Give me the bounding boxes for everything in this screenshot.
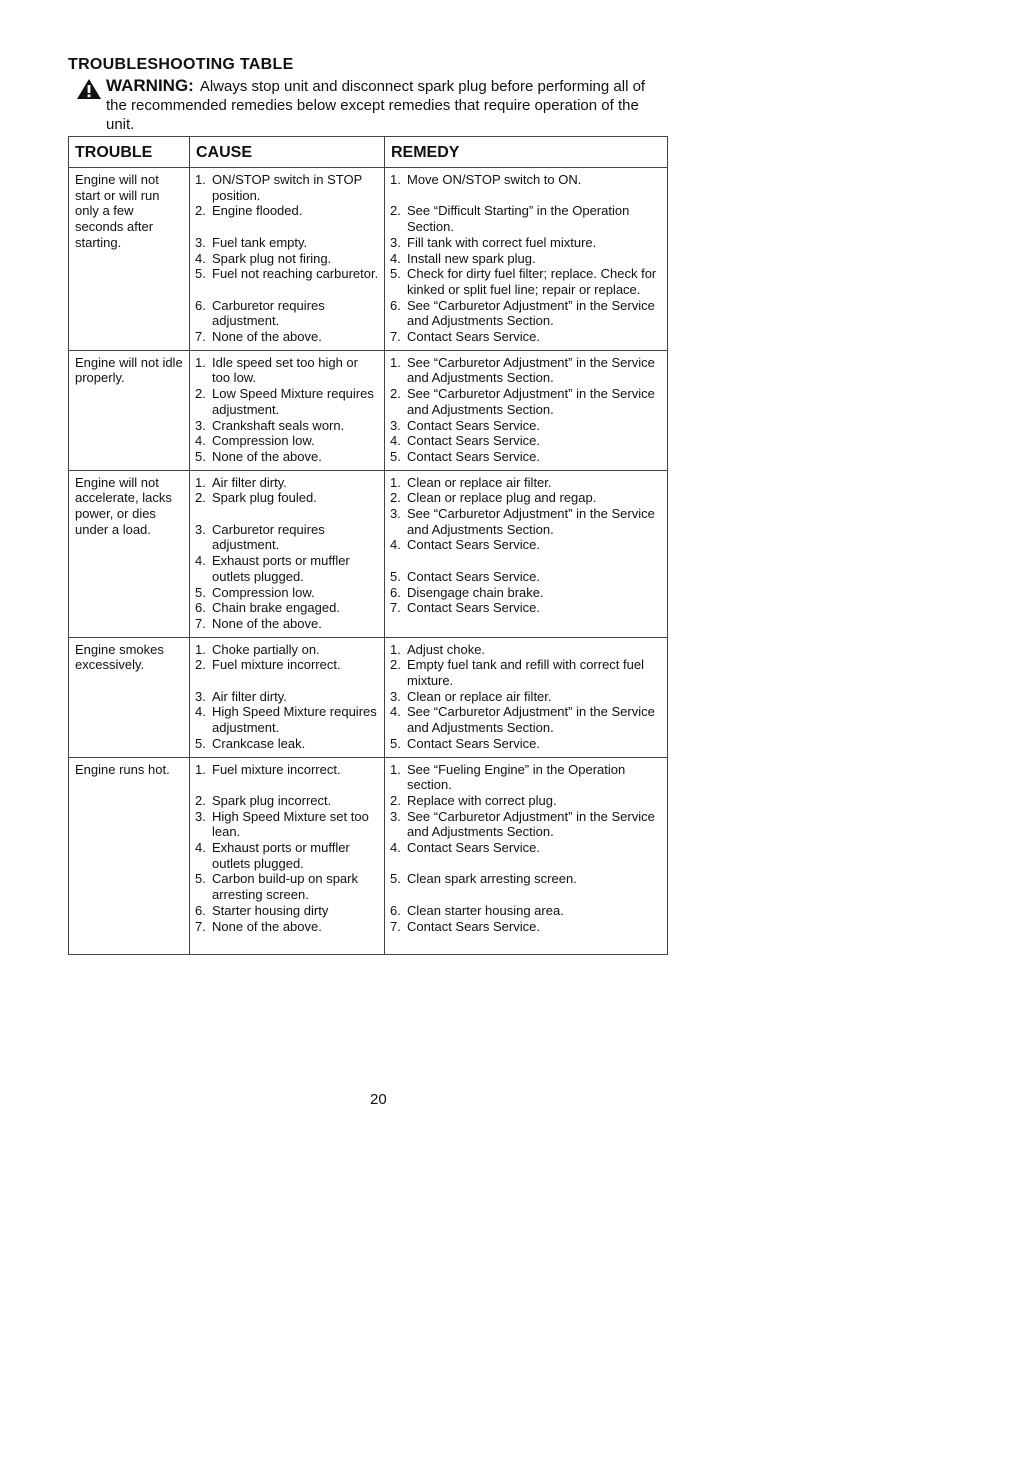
list-item: 3. Carburetor requires adjustment. (195, 521, 325, 553)
cause-header: CAUSE (190, 137, 385, 168)
list-item: 2. See “Difficult Starting” in the Operation Section. (390, 203, 630, 235)
list-item: 3. See “Carburetor Adjustment” in the Service and Adjustments Section. (390, 506, 655, 537)
list-item: 5. Check for dirty fuel filter; replace. Check for kinked or split fuel line; repair or replace. (390, 266, 657, 297)
list-item: 4. High Speed Mixture requires adjustment. (195, 704, 377, 736)
list-item: 5. Contact Sears Service. (390, 568, 540, 584)
list-item: 7. None of the above. (195, 329, 322, 344)
remedy-cell (385, 350, 668, 470)
list-item: 4. Contact Sears Service. (390, 840, 540, 856)
page-number: 20 (370, 1091, 387, 1108)
list-item: 2. Fuel mixture incorrect. (195, 657, 341, 673)
table-header-row (69, 137, 668, 168)
list-item: 5. Contact Sears Service. (390, 448, 540, 464)
page-heading: TROUBLESHOOTING TABLE (68, 56, 294, 73)
list-item: 6. Carburetor requires adjustment. (195, 297, 325, 329)
trouble-cell: Engine will not accelerate, lacks power, or dies under a load. (69, 470, 190, 637)
list-item: 3. Fill tank with correct fuel mixture. (390, 234, 597, 250)
trouble-header: TROUBLE (69, 137, 190, 168)
list-item: 7. None of the above. (195, 615, 322, 631)
list-item: 6. Chain brake engaged. (195, 600, 340, 616)
cause-cell (190, 168, 385, 351)
remedy-cell (385, 757, 668, 955)
list-item: 6. Starter housing dirty (195, 902, 329, 918)
list-item: 5. Clean spark arresting screen. (390, 871, 577, 887)
list-item: 3. Crankshaft seals worn. (195, 417, 345, 433)
list-item: 4. Install new spark plug. (390, 250, 536, 266)
list-item: 4. Contact Sears Service. (390, 433, 540, 449)
trouble-cell: Engine runs hot. (69, 757, 190, 955)
table-row (69, 470, 668, 637)
list-item: 1. Idle speed set too high or too low. (195, 354, 358, 386)
list-item: 2. Low Speed Mixture requires adjustment. (195, 386, 374, 417)
list-item: 3. High Speed Mixture set too lean. (195, 808, 369, 840)
list-item: 2. Replace with correct plug. (390, 792, 557, 808)
list-item: 1. ON/STOP switch in STOP position. (195, 172, 363, 203)
list-item: 1. Fuel mixture incorrect. (195, 761, 341, 777)
trouble-cell: Engine will not idle properly. (69, 350, 190, 470)
remedy-header: REMEDY (385, 137, 668, 168)
remedy-cell (385, 470, 668, 637)
list-item: 4. Contact Sears Service. (390, 537, 540, 553)
warning-text: Always stop unit and disconnect spark plug before performing all of the recommended remedies below except remedies that require operation of the unit. (106, 78, 646, 133)
cause-cell (190, 757, 385, 955)
list-item: 6. See “Carburetor Adjustment” in the Service and Adjustments Section. (390, 297, 655, 329)
list-item: 5. Compression low. (195, 584, 315, 600)
remedy-cell (385, 637, 668, 757)
list-item: 1. Move ON/STOP switch to ON. (390, 172, 582, 187)
list-item: 1. Clean or replace air filter. (390, 474, 552, 490)
list-item: 4. Exhaust ports or muffler outlets plugged. (195, 553, 350, 584)
list-item: 5. Fuel not reaching carburetor. (195, 266, 379, 282)
list-item: 3. Contact Sears Service. (390, 417, 540, 433)
list-item: 7. None of the above. (195, 918, 322, 934)
table-row (69, 637, 668, 757)
list-item: 2. See “Carburetor Adjustment” in the Service and Adjustments Section. (390, 386, 655, 417)
list-item: 3. See “Carburetor Adjustment” in the Service and Adjustments Section. (390, 808, 655, 840)
list-item: 2. Engine flooded. (195, 203, 303, 219)
list-item: 7. Contact Sears Service. (390, 600, 540, 616)
list-item: 7. Contact Sears Service. (390, 918, 540, 934)
list-item: 4. Exhaust ports or muffler outlets plugged. (195, 840, 350, 871)
list-item: 5. Carbon build-up on spark arresting screen. (195, 871, 358, 903)
warning-label: WARNING: (106, 76, 194, 95)
list-item: 4. Spark plug not firing. (195, 250, 332, 266)
list-item: 2. Clean or replace plug and regap. (390, 490, 597, 506)
list-item: 3. Air filter dirty. (195, 688, 287, 704)
list-item: 1. Choke partially on. (195, 641, 320, 657)
list-item: 3. Clean or replace air filter. (390, 688, 552, 704)
list-item: 2. Empty fuel tank and refill with correct fuel mixture. (390, 657, 644, 689)
cause-cell (190, 470, 385, 637)
table-row (69, 168, 668, 351)
list-item: 5. None of the above. (195, 448, 322, 464)
warning-triangle-icon (76, 78, 102, 100)
table-row (69, 757, 668, 955)
list-item: 5. Contact Sears Service. (390, 735, 540, 751)
table-row (69, 350, 668, 470)
list-item: 1. Adjust choke. (390, 641, 486, 657)
cause-cell (190, 637, 385, 757)
trouble-cell: Engine will not start or will run only a few seconds after starting. (69, 168, 190, 351)
list-item: 4. Compression low. (195, 433, 315, 449)
list-item: 6. Clean starter housing area. (390, 902, 564, 918)
list-item: 4. See “Carburetor Adjustment” in the Service and Adjustments Section. (390, 704, 655, 736)
cause-cell (190, 350, 385, 470)
list-item: 1. See “Fueling Engine” in the Operation section. (390, 761, 626, 793)
list-item: 7. Contact Sears Service. (390, 329, 540, 345)
list-item: 3. Fuel tank empty. (195, 234, 308, 250)
list-item: 1. See “Carburetor Adjustment” in the Service and Adjustments Section. (390, 354, 655, 386)
list-item: 2. Spark plug fouled. (195, 490, 317, 506)
list-item: 6. Disengage chain brake. (390, 584, 544, 600)
trouble-cell: Engine smokes excessively. (69, 637, 190, 757)
warning-notice (72, 76, 662, 134)
list-item: 2. Spark plug incorrect. (195, 792, 332, 808)
list-item: 1. Air filter dirty. (195, 474, 287, 490)
troubleshooting-table (68, 136, 668, 955)
list-item: 5. Crankcase leak. (195, 735, 306, 751)
remedy-cell (385, 168, 668, 351)
